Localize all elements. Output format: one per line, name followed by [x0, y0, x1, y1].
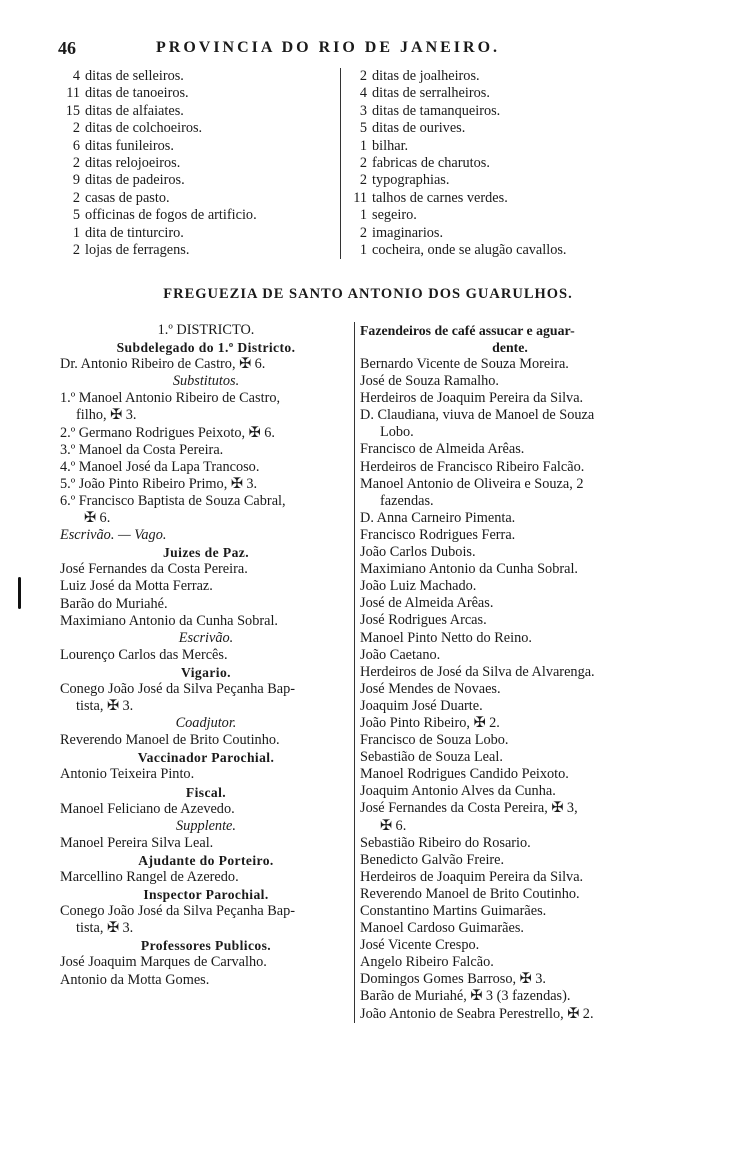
juiz-name: Luiz José da Motta Ferraz.: [60, 578, 213, 595]
fazendeiro-entry: Manoel Cardoso Guimarães.: [360, 920, 524, 937]
fazendeiro-entry: Herdeiros de Joaquim Pereira da Silva.: [360, 390, 584, 407]
trade-label: officinas de fogos de artificio.: [85, 207, 257, 224]
trade-count: 2: [72, 189, 80, 206]
vacinador-name: Antonio Teixeira Pinto.: [60, 766, 195, 783]
trade-count: 1: [359, 207, 367, 224]
fazendeiros-column: [354, 322, 660, 1023]
trade-row: [58, 242, 328, 259]
fazendeiro-entry: Manoel Pinto Netto do Reino.: [360, 629, 532, 646]
trade-label: ditas de joalheiros.: [372, 68, 480, 84]
trade-count: 15: [65, 102, 80, 119]
coadjutor-heading: Coadjutor.: [175, 715, 237, 732]
trade-label: typographias.: [372, 172, 450, 189]
escrivao-heading: Escrivão.: [178, 629, 234, 646]
fazendeiro-entry: Herdeiros de Francisco Ribeiro Falcão.: [360, 458, 585, 475]
trade-row: [58, 225, 328, 242]
section-title: FREGUEZIA DE SANTO ANTONIO DOS GUARULHOS.: [163, 286, 573, 302]
substituto-line: 3.º Manoel da Costa Pereira.: [60, 441, 224, 458]
margin-ink-mark: [18, 577, 21, 609]
trade-label: ditas de colchoeiros.: [85, 120, 203, 137]
fazendeiro-entry: Herdeiros de José da Silva de Alvarenga.: [360, 663, 595, 680]
fazendeiro-entry: José Rodrigues Arcas.: [360, 612, 487, 629]
substituto-line: ✠ 6.: [84, 510, 111, 527]
fazendeiros-heading: [360, 322, 660, 356]
juizes-heading: Juizes de Paz.: [162, 545, 249, 561]
fazendeiro-entry: Joaquim Antonio Alves da Cunha.: [360, 783, 556, 800]
fazendeiro-entry: D. Anna Carneiro Pimenta.: [360, 509, 516, 526]
substituto-line: 6.º Francisco Baptista de Souza Cabral,: [60, 492, 286, 509]
trade-row: [345, 242, 665, 259]
substituto-line: filho, ✠ 3.: [76, 407, 137, 424]
trade-row: [345, 190, 665, 207]
trade-count: 2: [72, 241, 80, 258]
fazendeiros-heading-line1: Fazendeiros de café assucar e aguar-: [360, 323, 575, 338]
trade-count: 5: [72, 207, 80, 224]
trade-count: 9: [72, 172, 80, 189]
trade-label: casas de pasto.: [85, 189, 170, 206]
trade-label: ditas de selleiros.: [85, 68, 184, 84]
trade-row: [58, 155, 328, 172]
fazendeiro-entry: José de Souza Ramalho.: [360, 373, 499, 390]
professor-name: Antonio da Motta Gomes.: [60, 971, 210, 988]
fazendeiro-entry: fazendas.: [380, 492, 434, 509]
trade-label: ditas relojoeiros.: [85, 154, 181, 171]
trade-label: fabricas de charutos.: [372, 154, 490, 171]
page-number: 46: [58, 38, 76, 58]
trade-label: ditas de tanoeiros.: [85, 85, 189, 102]
supplente-heading: Supplente.: [176, 817, 236, 834]
fazendeiro-entry: José Fernandes da Costa Pereira, ✠ 3,: [360, 800, 578, 817]
fazendeiro-entry: João Antonio de Seabra Perestrello, ✠ 2.: [360, 1005, 594, 1022]
juiz-name: José Fernandes da Costa Pereira.: [60, 561, 248, 578]
fazendeiro-entry: Sebastião Ribeiro do Rosario.: [360, 834, 531, 851]
trade-count: 1: [72, 224, 80, 241]
trade-count: 1: [359, 241, 367, 258]
trade-row: [345, 155, 665, 172]
trades-left-column: [58, 68, 328, 259]
trade-label: ditas de padeiros.: [85, 172, 185, 189]
trade-label: cocheira, onde se alugão cavallos.: [372, 241, 567, 258]
trade-label: dita de tinturciro.: [85, 224, 184, 241]
district-heading: 1.º DISTRICTO.: [157, 322, 255, 338]
professores-heading: Professores Publicos.: [140, 938, 272, 954]
trade-label: ditas funileiros.: [85, 137, 174, 154]
trade-row: [345, 103, 665, 120]
supplente-name: Manoel Pereira Silva Leal.: [60, 834, 214, 851]
trade-row: [58, 85, 328, 102]
fazendeiro-entry: Angelo Ribeiro Falcão.: [360, 954, 494, 971]
fazendeiro-entry: D. Claudiana, viuva de Manoel de Souza: [360, 407, 595, 424]
ajudante-name: Marcellino Rangel de Azeredo.: [60, 869, 239, 885]
fazendeiro-entry: Bernardo Vicente de Souza Moreira.: [360, 356, 569, 372]
fazendeiro-entry: João Carlos Dubois.: [360, 544, 476, 561]
trade-count: 3: [359, 102, 367, 119]
trade-row: [345, 68, 665, 85]
trade-label: bilhar.: [372, 137, 409, 154]
fazendeiro-entry: Francisco de Souza Lobo.: [360, 732, 509, 749]
trade-count: 1: [359, 137, 367, 154]
fiscal-heading: Fiscal.: [185, 784, 227, 800]
trade-row: [58, 190, 328, 207]
trade-row: [58, 207, 328, 224]
juiz-name: Maximiano Antonio da Cunha Sobral.: [60, 612, 279, 629]
trade-count: 2: [72, 120, 80, 137]
trades-right-column: [340, 68, 665, 259]
trade-label: ditas de serralheiros.: [372, 85, 490, 102]
ajudante-heading: Ajudante do Porteiro.: [138, 852, 274, 868]
trade-row: [345, 85, 665, 102]
vigario-heading: Vigario.: [181, 664, 231, 680]
fazendeiro-entry: João Pinto Ribeiro, ✠ 2.: [360, 714, 500, 731]
trade-row: [58, 138, 328, 155]
substituto-line: 2.º Germano Rodrigues Peixoto, ✠ 6.: [60, 424, 275, 441]
professor-name: José Joaquim Marques de Carvalho.: [60, 954, 267, 971]
coadjutor-name: Reverendo Manoel de Brito Coutinho.: [60, 732, 280, 749]
trade-row: [345, 225, 665, 242]
fazendeiro-entry: Maximiano Antonio da Cunha Sobral.: [360, 561, 579, 578]
trade-count: 4: [359, 85, 367, 102]
fazendeiro-entry: João Caetano.: [360, 646, 441, 663]
page-title: PROVINCIA DO RIO DE JANEIRO.: [156, 39, 501, 56]
fazendeiro-entry: Sebastião de Souza Leal.: [360, 749, 503, 766]
fiscal-name: Manoel Feliciano de Azevedo.: [60, 800, 235, 817]
fazendeiro-entry: Constantino Martins Guimarães.: [360, 903, 547, 919]
substituto-line: 5.º João Pinto Ribeiro Primo, ✠ 3.: [60, 475, 258, 492]
juiz-name: Barão do Muriahé.: [60, 595, 168, 612]
fazendeiro-entry: José Mendes de Novaes.: [360, 680, 501, 697]
fazendeiro-entry: Manoel Rodrigues Candido Peixoto.: [360, 766, 569, 783]
fazendeiro-entry: José de Almeida Arêas.: [360, 595, 494, 612]
page-header: [58, 38, 658, 62]
fazendeiro-entry: Benedicto Galvão Freire.: [360, 851, 505, 868]
fazendeiro-entry: José Vicente Crespo.: [360, 937, 480, 954]
escrivao-vacancy: Escrivão. — Vago.: [60, 527, 167, 544]
trade-label: lojas de ferragens.: [85, 241, 190, 258]
trade-count: 2: [359, 172, 367, 189]
trade-row: [58, 103, 328, 120]
inspector-name-cont: tista, ✠ 3.: [76, 920, 134, 937]
fazendeiro-entry: Reverendo Manoel de Brito Coutinho.: [360, 885, 580, 902]
fazendeiro-entry: João Luiz Machado.: [360, 578, 477, 595]
trade-count: 2: [359, 68, 367, 84]
fazendeiro-entry: Herdeiros de Joaquim Pereira da Silva.: [360, 868, 584, 885]
vigario-name-cont: tista, ✠ 3.: [76, 698, 134, 715]
fazendeiro-entry: Domingos Gomes Barroso, ✠ 3.: [360, 971, 546, 988]
substituto-line: 4.º Manoel José da Lapa Trancoso.: [60, 458, 260, 475]
trade-row: [58, 68, 328, 85]
fazendeiro-entry: Barão de Muriahé, ✠ 3 (3 fazendas).: [360, 988, 571, 1005]
trade-label: imaginarios.: [372, 224, 444, 241]
fazendeiro-entry: Francisco de Almeida Arêas.: [360, 441, 525, 458]
fazendeiros-heading-line2: dente.: [492, 340, 528, 355]
substitutos-heading: Substitutos.: [172, 373, 240, 390]
trade-row: [345, 207, 665, 224]
substituto-line: 1.º Manoel Antonio Ribeiro de Castro,: [60, 390, 281, 407]
fazendeiro-entry: Francisco Rodrigues Ferra.: [360, 526, 516, 543]
trade-count: 11: [353, 189, 367, 206]
trade-count: 11: [66, 85, 80, 102]
trade-label: ditas de ourives.: [372, 120, 466, 137]
trade-label: ditas de alfaiates.: [85, 102, 184, 119]
vacinador-heading: Vaccinador Parochial.: [137, 750, 275, 766]
vigario-name: Conego João José da Silva Peçanha Bap-: [60, 680, 296, 697]
trade-count: 5: [359, 120, 367, 137]
trade-label: segeiro.: [372, 207, 417, 224]
trade-row: [58, 120, 328, 137]
subdelegado-name: Dr. Antonio Ribeiro de Castro, ✠ 6.: [60, 356, 266, 373]
inspector-name: Conego João José da Silva Peçanha Bap-: [60, 903, 296, 920]
fazendeiro-entry: ✠ 6.: [380, 817, 407, 834]
trade-row: [345, 138, 665, 155]
trade-count: 2: [359, 224, 367, 241]
trade-label: talhos de carnes verdes.: [372, 189, 508, 206]
trade-row: [345, 172, 665, 189]
trade-count: 4: [72, 68, 80, 84]
trade-count: 2: [359, 154, 367, 171]
fazendeiro-entry: Joaquim José Duarte.: [360, 697, 483, 714]
trade-count: 2: [72, 154, 80, 171]
trade-row: [345, 120, 665, 137]
fazendeiro-entry: Manoel Antonio de Oliveira e Souza, 2: [360, 475, 584, 492]
trade-count: 6: [72, 137, 80, 154]
trade-label: ditas de tamanqueiros.: [372, 102, 501, 119]
trade-row: [58, 172, 328, 189]
escrivao-name: Lourenço Carlos das Mercês.: [60, 646, 228, 663]
inspector-heading: Inspector Parochial.: [143, 887, 269, 903]
subdelegado-heading: Subdelegado do 1.º Districto.: [116, 340, 296, 356]
fazendeiros-list: [360, 356, 660, 1023]
officials-column: [60, 322, 352, 989]
fazendeiro-entry: Lobo.: [380, 424, 414, 441]
